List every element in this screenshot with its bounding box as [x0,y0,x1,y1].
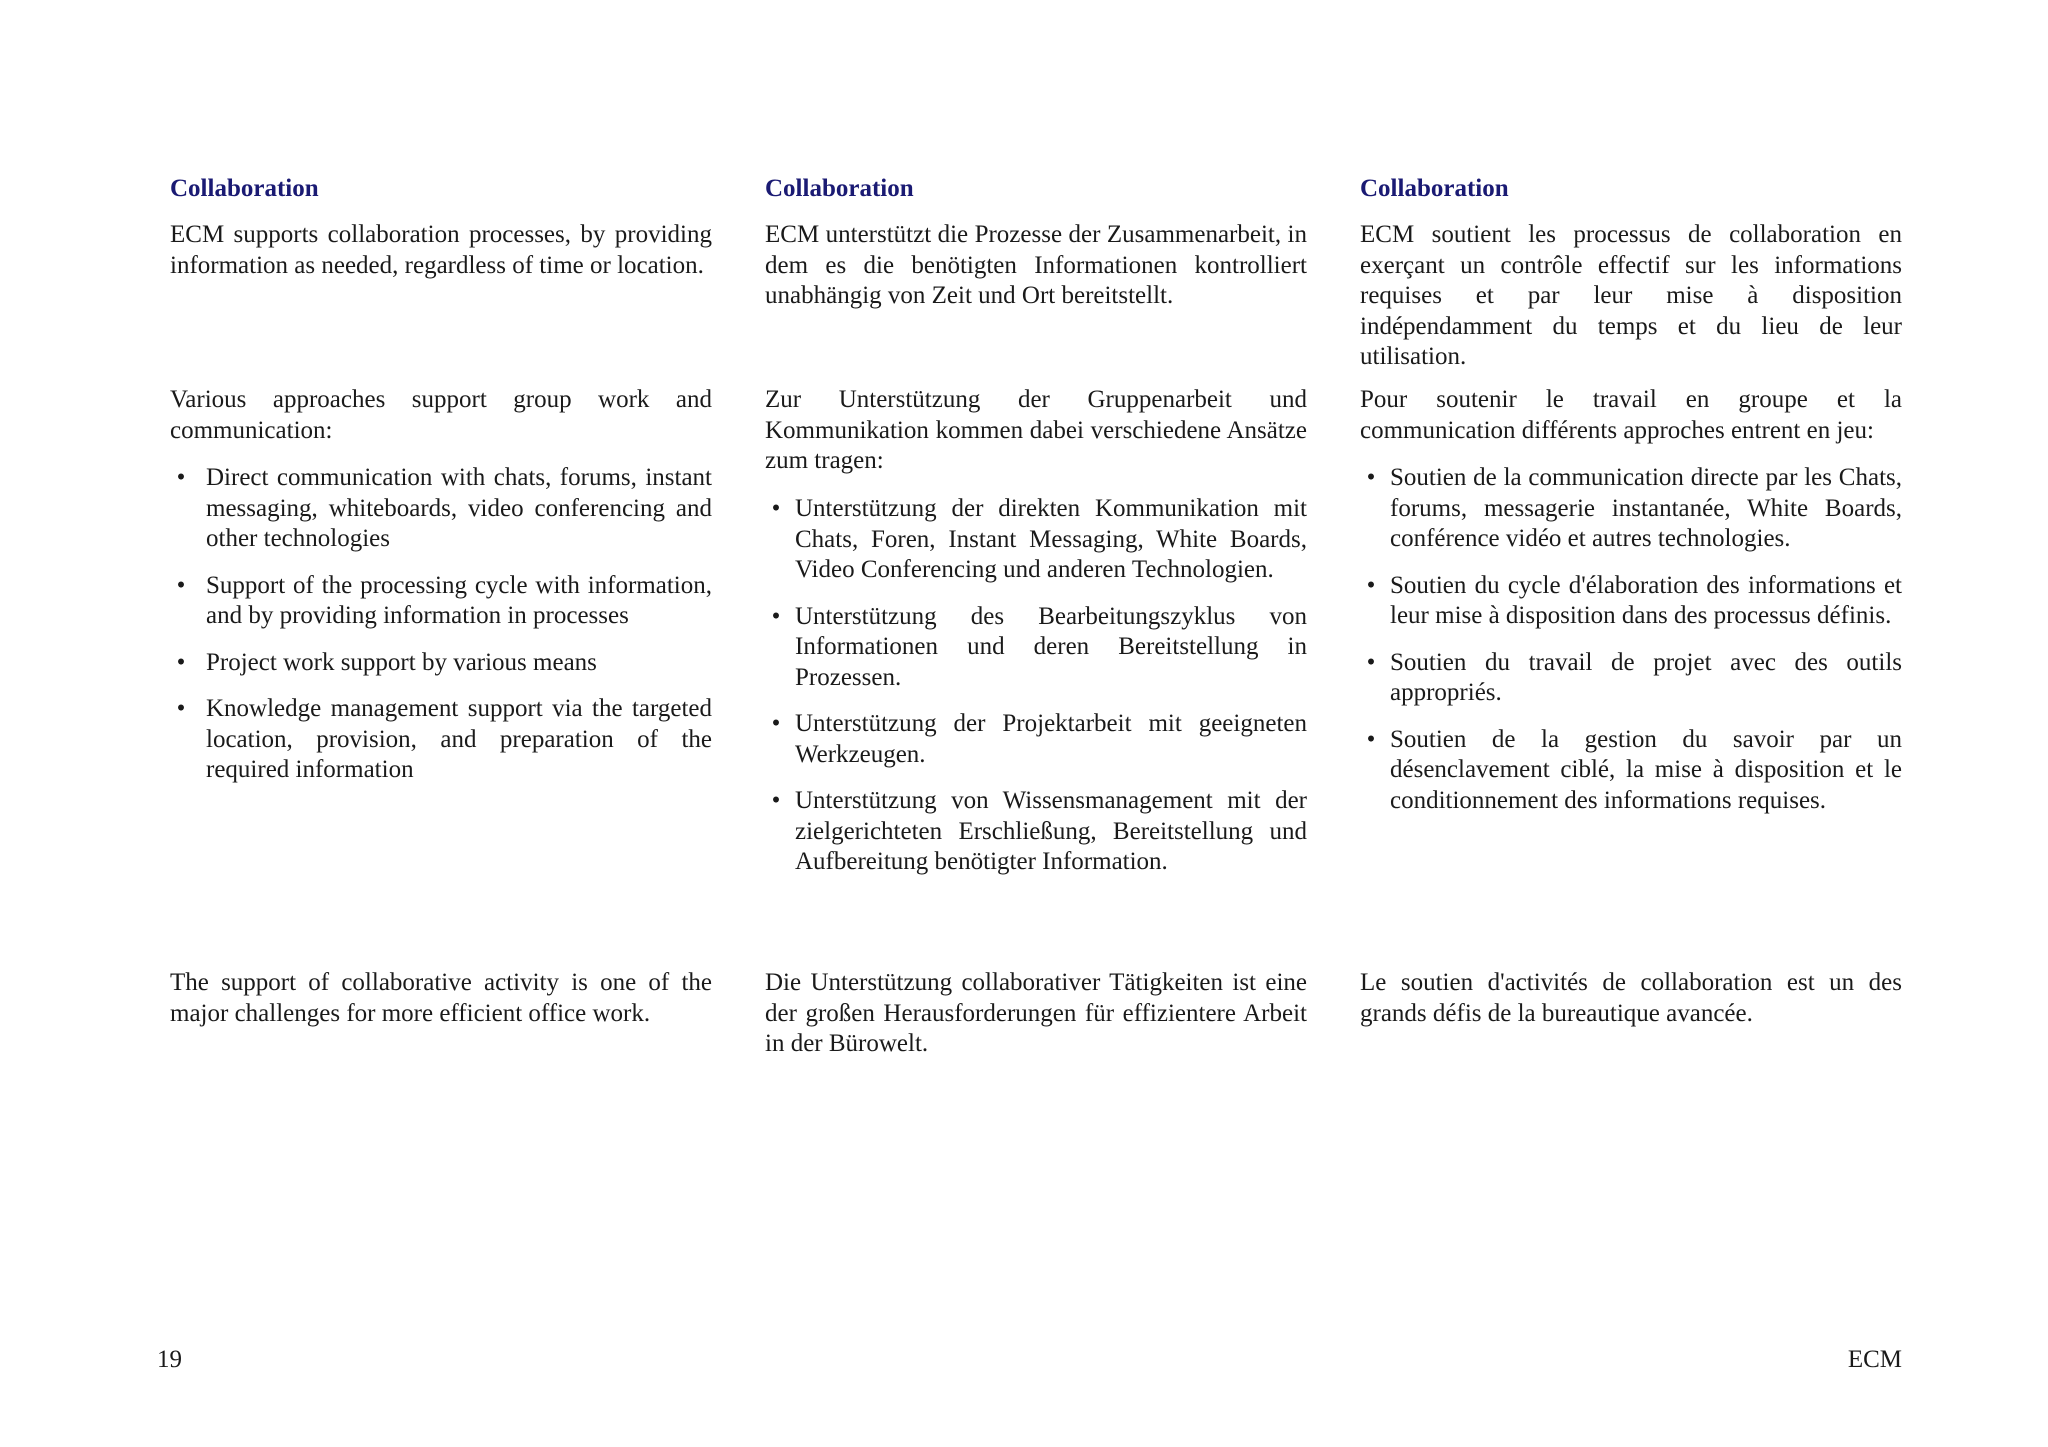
list-item [765,709,1307,770]
intro-paragraph: ECM supports collaboration processes, by providing information as needed, regardless of time or location. [170,221,712,279]
bullet-icon: • [1366,725,1376,753]
list-item-text: Knowledge management support via the targeted location, provision, and preparation of the required information [206,695,712,783]
list-item [170,694,712,786]
list-item [170,648,712,679]
list-item [1360,571,1902,632]
list-item-text: Unterstützung der direkten Kommunikation mit Chats, Foren, Instant Messaging, White Boards, Video Conferencing und anderen Technologien. [795,495,1307,583]
bullet-list [170,463,712,802]
approaches-paragraph: Zur Unterstützung der Gruppenarbeit und Kommunikation kommen dabei verschiedene Ansätze zum tragen: [765,386,1307,474]
list-item [170,463,712,555]
bullet-icon: • [1366,571,1376,599]
footer-title: ECM [1847,1346,1902,1373]
list-item-text: Unterstützung von Wissensmanagement mit der zielgerichteten Erschließung, Bereitstellung und Aufbereitung benötigter Information. [795,787,1307,875]
section-heading: Collaboration [765,175,914,202]
column-english [170,0,712,1447]
list-item [765,602,1307,694]
list-item [1360,725,1902,817]
approaches-paragraph: Various approaches support group work and communication: [170,386,712,444]
intro-paragraph: ECM unterstützt die Prozesse der Zusammenarbeit, in dem es die benötigten Informationen kontrolliert unabhängig von Zeit und Ort bereitstellt. [765,221,1307,309]
approaches-paragraph: Pour soutenir le travail en groupe et la communication différents approches entrent en jeu: [1360,386,1902,444]
list-item-text: Unterstützung des Bearbeitungszyklus von Informationen und deren Bereitstellung in Prozessen. [795,602,1307,691]
bullet-icon: • [1366,648,1376,676]
column-german [765,0,1307,1447]
closing-paragraph: The support of collaborative activity is one of the major challenges for more efficient office work. [170,969,712,1027]
bullet-list [765,494,1307,894]
intro-paragraph: ECM soutient les processus de collaboration en exerçant un contrôle effectif sur les informations requises et par leur mise à disposition indépendamment du temps et du lieu de leur utilisation. [1360,221,1902,370]
bullet-list [1360,463,1902,832]
list-item [765,786,1307,878]
bullet-icon: • [176,695,186,722]
list-item [765,494,1307,586]
list-item-text: Soutien du travail de projet avec des outils appropriés. [1390,648,1902,706]
bullet-icon: • [771,602,781,630]
list-item-text: Soutien de la communication directe par les Chats, forums, messagerie instantanée, White Boards, conférence vidéo et autres technologies. [1390,464,1902,552]
bullet-icon: • [176,648,186,676]
list-item-text: Direct communication with chats, forums, instant messaging, whiteboards, video conferencing and other technologies [206,464,712,552]
list-item-text: Support of the processing cycle with information, and by providing information in processes [206,571,712,629]
bullet-icon: • [771,787,781,814]
closing-paragraph: Le soutien d'activités de collaboration est un des grands défis de la bureautique avancée. [1360,969,1902,1027]
page-number: 19 [157,1346,182,1373]
list-item [1360,648,1902,709]
list-item-text: Unterstützung der Projektarbeit mit geeigneten Werkzeugen. [795,710,1307,768]
bullet-icon: • [176,571,186,599]
column-french [1360,0,1902,1447]
list-item [170,571,712,632]
closing-paragraph: Die Unterstützung collaborativer Tätigkeiten ist eine der großen Herausforderungen für effizientere Arbeit in der Bürowelt. [765,969,1307,1057]
bullet-icon: • [771,710,781,737]
section-heading: Collaboration [170,175,319,202]
list-item-text: Soutien du cycle d'élaboration des informations et leur mise à disposition dans des processus définis. [1390,571,1902,629]
list-item-text: Project work support by various means [206,648,597,676]
list-item-text: Soutien de la gestion du savoir par un désenclavement ciblé, la mise à disposition et le conditionnement des informations requises. [1390,725,1902,814]
bullet-icon: • [771,495,781,522]
bullet-icon: • [176,464,186,491]
list-item [1360,463,1902,555]
section-heading: Collaboration [1360,175,1509,202]
bullet-icon: • [1366,464,1376,491]
